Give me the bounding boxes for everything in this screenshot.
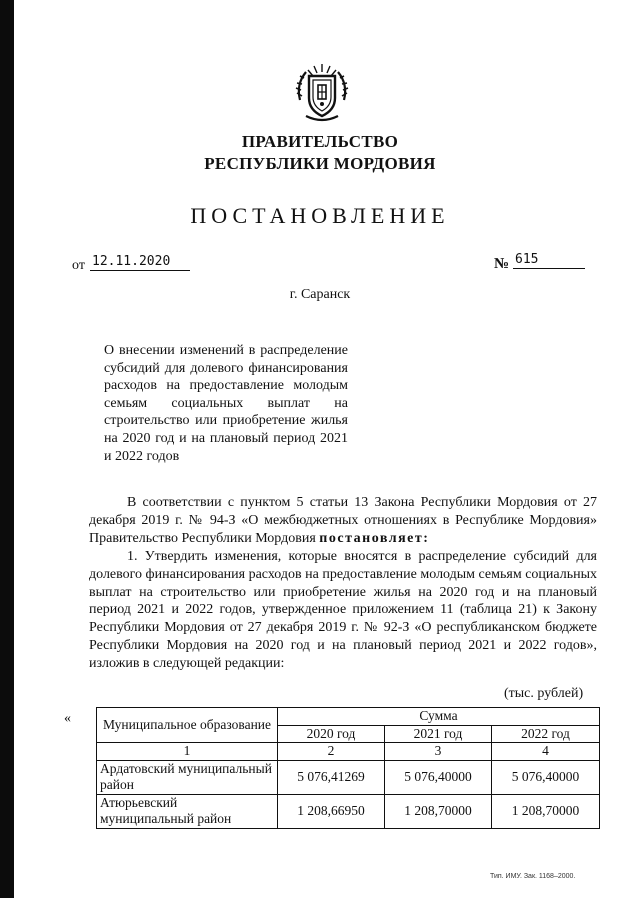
column-number: 3 — [385, 743, 492, 761]
subsidies-table — [96, 707, 600, 829]
body-paragraph-1-text: В соответствии с пунктом 5 статьи 13 Закона Республики Мордовия от 27 декабря 2019 г. № 94-З «О межбюджетных отношениях в Республике Мордовия» Правительство Республики Мордовия — [89, 495, 597, 546]
body-paragraph-2: 1. Утвердить изменения, которые вносятся в распределение субсидий для долевого финансирования расходов на предоставление молодым семьям социальных выплат на строительство или приобретение жилья на 2020 год и на плановый период 2021 и 2022 годов, утвержденное приложением 11 (таблица 21) к Закону Республики Мордовия от 27 декабря 2019 г. № 92-З «О республиканском бюджете Республики Мордовия на 2020 год и на плановый период 2021 и 2022 годов», изложив в следующей редакции: — [89, 548, 597, 672]
number-value: 615 — [513, 252, 585, 269]
row-value: 1 208,70000 — [492, 794, 600, 828]
body-paragraph-1 — [89, 494, 597, 548]
city-label: г. Саранск — [289, 287, 351, 302]
column-number: 1 — [97, 743, 278, 761]
header-entity: Муниципальное образование — [97, 708, 278, 743]
row-entity-name: Ардатовский муниципальный район — [97, 760, 278, 794]
header-year-2021: 2021 год — [385, 725, 492, 743]
date-label: от — [72, 258, 85, 273]
table-row — [97, 760, 600, 794]
row-value: 5 076,41269 — [278, 760, 385, 794]
document-type-title: ПОСТАНОВЛЕНИЕ — [190, 203, 450, 228]
row-value: 5 076,40000 — [385, 760, 492, 794]
row-value: 1 208,70000 — [385, 794, 492, 828]
header-year-2020: 2020 год — [278, 725, 385, 743]
table-units-label: (тыс. рублей) — [504, 686, 584, 701]
date-value: 12.11.2020 — [90, 254, 190, 271]
table-column-numbers-row — [97, 743, 600, 761]
resolution-subject: О внесении изменений в распределение субсидий для долевого финансирования расходов на предоставление молодым семьям социальных выплат на строительство или приобретение жилья на 2020 год и на плановый период 2021 и 2022 годов — [104, 343, 348, 464]
column-number: 2 — [278, 743, 385, 761]
coat-of-arms-emblem-icon — [292, 60, 352, 126]
government-title-line1: ПРАВИТЕЛЬСТВО — [241, 132, 399, 151]
row-value: 1 208,66950 — [278, 794, 385, 828]
print-info: Тип. ИМУ. Зак. 1168–2000. — [490, 873, 576, 880]
table-row — [97, 794, 600, 828]
row-value: 5 076,40000 — [492, 760, 600, 794]
number-label: № — [494, 256, 510, 272]
column-number: 4 — [492, 743, 600, 761]
table-header-row — [97, 708, 600, 726]
header-year-2022: 2022 год — [492, 725, 600, 743]
row-entity-name: Атюрьевский муниципальный район — [97, 794, 278, 828]
table-open-quote: « — [64, 711, 71, 726]
resolution-body — [89, 494, 597, 673]
government-title-line2: РЕСПУБЛИКИ МОРДОВИЯ — [204, 154, 436, 173]
header-sum: Сумма — [278, 708, 600, 726]
decree-keyword: постановляет: — [319, 530, 430, 546]
